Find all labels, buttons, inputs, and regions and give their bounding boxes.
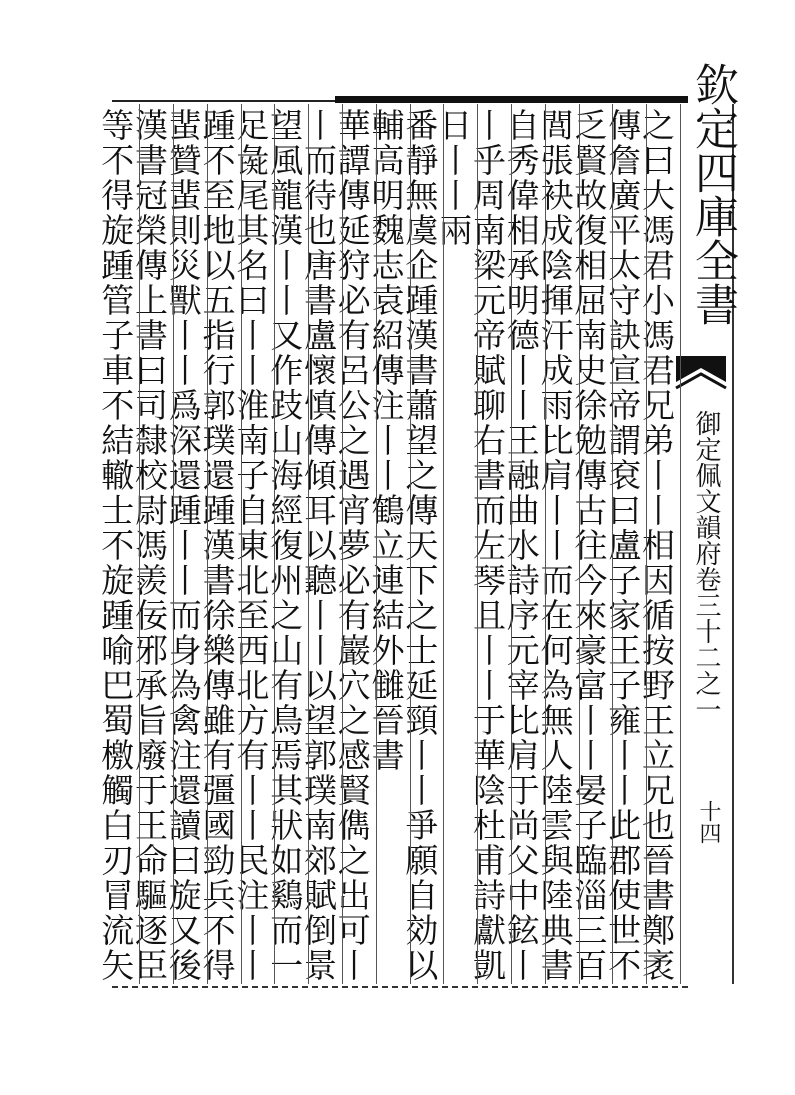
column-rule (680, 104, 681, 984)
text-column: 丨而待也唐書盧懷慎傳傾耳以聽丨丨以望郭璞南郊賦倒景 (298, 108, 338, 983)
text-column: 華譚傳延狩必有呂公之遇宵夢必有巖穴之感賢儁之出可丨 (332, 108, 372, 983)
text-column: 傳詹廣平太守訣宣帝謂袞曰盧子家王子雍丨丨此郡使世不 (603, 108, 643, 983)
column-rule (308, 104, 309, 984)
text-column: 足彘尾其名曰丨丨淮南子自東北至西北方有丨丨民注丨丨 (231, 108, 271, 983)
column-rule (342, 104, 343, 984)
text-column: 丨乎周南梁元帝賦聊右書而左琴且丨丨于華陰杜甫詩獻凱 (467, 108, 507, 983)
column-rule (477, 104, 478, 984)
column-rule (376, 104, 377, 984)
column-rule (443, 104, 444, 984)
text-column: 自秀偉相承明德丨丨王融曲水詩序元宰比肩于尚父中鉉丨 (501, 108, 541, 983)
text-column: 之曰大馮君小馮君兄弟丨丨相因循按野王立兄也晉書鄭袤 (636, 108, 676, 983)
text-column: 番靜無虞企踵漢書蕭望之傳天下之士延頸丨丨爭願自効以 (400, 108, 440, 983)
text-column: 望風龍漢丨丨又作跂山海經復州之山有鳥焉其狀如鷄而一 (265, 108, 305, 983)
column-rule (410, 104, 411, 984)
column-rule (545, 104, 546, 984)
text-column: 閭張袂成陰揮汗成雨比肩丨丨而在何為無人陸雲與陸典書 (535, 108, 575, 983)
column-rule (207, 104, 208, 984)
column-rule (173, 104, 174, 984)
text-column: 輔高明魏志袁紹傳注丨丨鶴立連結外雠晉書 (366, 108, 406, 773)
text-column: 等不得旋踵管子車不結轍士不旋踵喻巴蜀檄觸白刃冒流矢 (96, 108, 136, 983)
bottom-border (112, 986, 688, 988)
column-rule (646, 104, 647, 984)
text-column: 踵不至地以五指行郭璞還踵漢書徐樂傳雖有彊國勁兵不得 (197, 108, 237, 983)
column-rule (612, 104, 613, 984)
page-number: 十四 (696, 800, 721, 844)
column-rule (579, 104, 580, 984)
book-title: 欽定四庫全書 (687, 62, 738, 326)
text-column: 蜚贊蜚則災獸丨丨爲深還踵丨丨而身為禽注還讀曰旋又後 (163, 108, 203, 983)
column-rule (139, 104, 140, 984)
top-border-bar (335, 96, 688, 103)
column-rule (274, 104, 275, 984)
volume-label: 御定佩文韻府卷三十二之一 (691, 410, 721, 722)
text-column: 日丨丨兩 (434, 108, 474, 248)
column-rule (241, 104, 242, 984)
text-column: 乏賢故復相屈南史徐勉傳古往今來豪富丨丨晏子臨淄三百 (569, 108, 609, 983)
column-rule (511, 104, 512, 984)
text-column: 漢書冠榮傳上書曰司隸校尉馮羨佞邪承旨廢于王命驅逐臣 (129, 108, 169, 983)
